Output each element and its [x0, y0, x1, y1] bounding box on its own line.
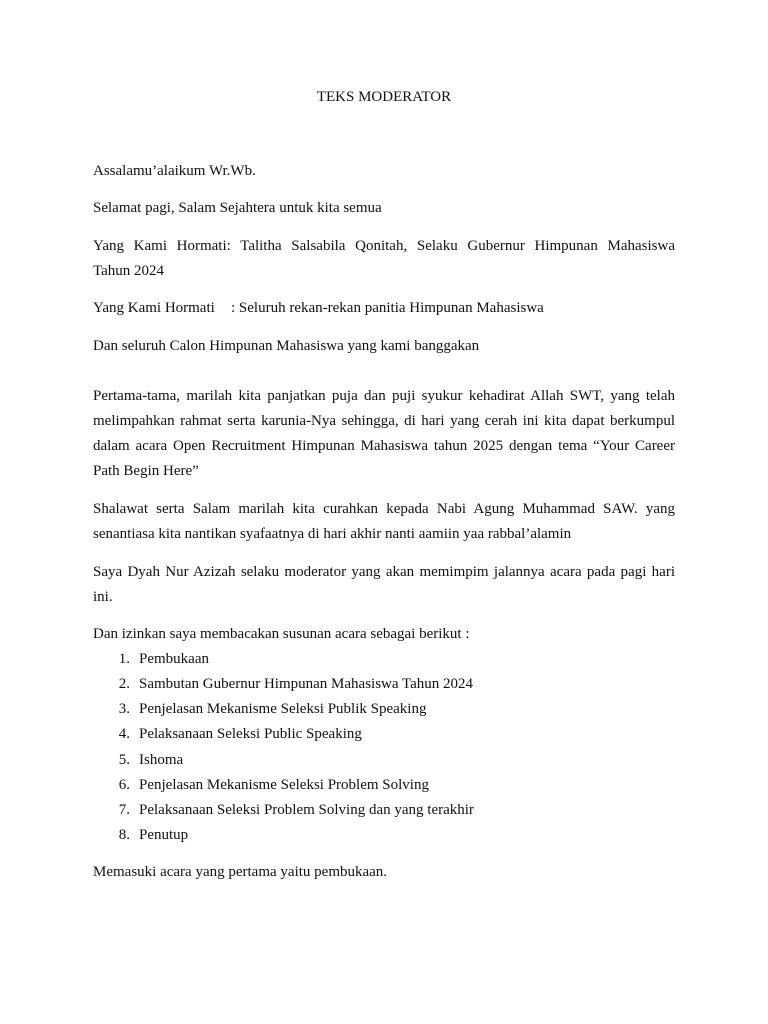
- list-item: Penjelasan Mekanisme Seleksi Publik Speaking: [139, 701, 427, 717]
- greeting-line: Assalamu’alaikum Wr.Wb.: [93, 163, 256, 179]
- list-item-number: 3.: [118, 701, 130, 717]
- list-item: Penjelasan Mekanisme Seleksi Problem Solving: [139, 777, 429, 793]
- honored-line-1: [93, 237, 675, 255]
- list-item-number: 7.: [118, 802, 130, 818]
- list-item: Ishoma: [139, 752, 184, 768]
- honored-text: : Seluruh rekan-rekan panitia Himpunan Mahasiswa: [231, 300, 544, 316]
- salam-line: Selamat pagi, Salam Sejahtera untuk kita semua: [93, 200, 382, 216]
- closing-line: Memasuki acara yang pertama yaitu pembukaan.: [93, 864, 388, 880]
- list-item-number: 4.: [118, 726, 130, 742]
- list-item-number: 8.: [118, 827, 130, 843]
- honored-label: Yang Kami Hormati: [93, 300, 215, 316]
- paragraph-line: melimpahkan rahmat serta karunia-Nya sehingga, di hari yang cerah ini kita dapat berkumpul: [93, 413, 675, 429]
- paragraph-line: ini.: [93, 589, 113, 605]
- document-title: TEKS MODERATOR: [316, 89, 452, 105]
- list-item-number: 1.: [118, 651, 130, 667]
- paragraph-line: Pertama-tama, marilah kita panjatkan puja dan puji syukur kehadirat Allah SWT, yang telah: [93, 388, 675, 404]
- honored-line-3: Dan seluruh Calon Himpunan Mahasiswa yang kami banggakan: [93, 338, 480, 354]
- list-item: Sambutan Gubernur Himpunan Mahasiswa Tahun 2024: [139, 676, 474, 692]
- paragraph-line: Saya Dyah Nur Azizah selaku moderator yang akan memimpim jalannya acara pada pagi hari: [93, 564, 675, 580]
- honored-label: Yang Kami Hormati: [93, 238, 227, 254]
- list-item: Pelaksanaan Seleksi Public Speaking: [139, 726, 362, 742]
- list-item: Pelaksanaan Seleksi Problem Solving dan yang terakhir: [139, 802, 474, 818]
- paragraph-line: Path Begin Here”: [93, 463, 199, 479]
- list-item: Pembukaan: [139, 651, 209, 667]
- honored-text: : Talitha Salsabila Qonitah, Selaku Gubernur Himpunan Mahasiswa: [226, 238, 675, 254]
- paragraph-line: dalam acara Open Recruitment Himpunan Mahasiswa tahun 2025 dengan tema “Your Career: [93, 438, 675, 454]
- paragraph-line: Shalawat serta Salam marilah kita curahkan kepada Nabi Agung Muhammad SAW. yang: [93, 501, 675, 517]
- agenda-intro: Dan izinkan saya membacakan susunan acara sebagai berikut :: [93, 626, 470, 642]
- list-item-number: 2.: [118, 676, 130, 692]
- list-item: Penutup: [139, 827, 189, 843]
- list-item-number: 5.: [118, 752, 130, 768]
- honored-line-1-cont: Tahun 2024: [93, 263, 165, 279]
- paragraph-line: senantiasa kita nantikan syafaatnya di hari akhir nanti aamiin yaa rabbal’alamin: [93, 526, 572, 542]
- honored-line-2: [93, 299, 544, 317]
- list-item-number: 6.: [118, 777, 130, 793]
